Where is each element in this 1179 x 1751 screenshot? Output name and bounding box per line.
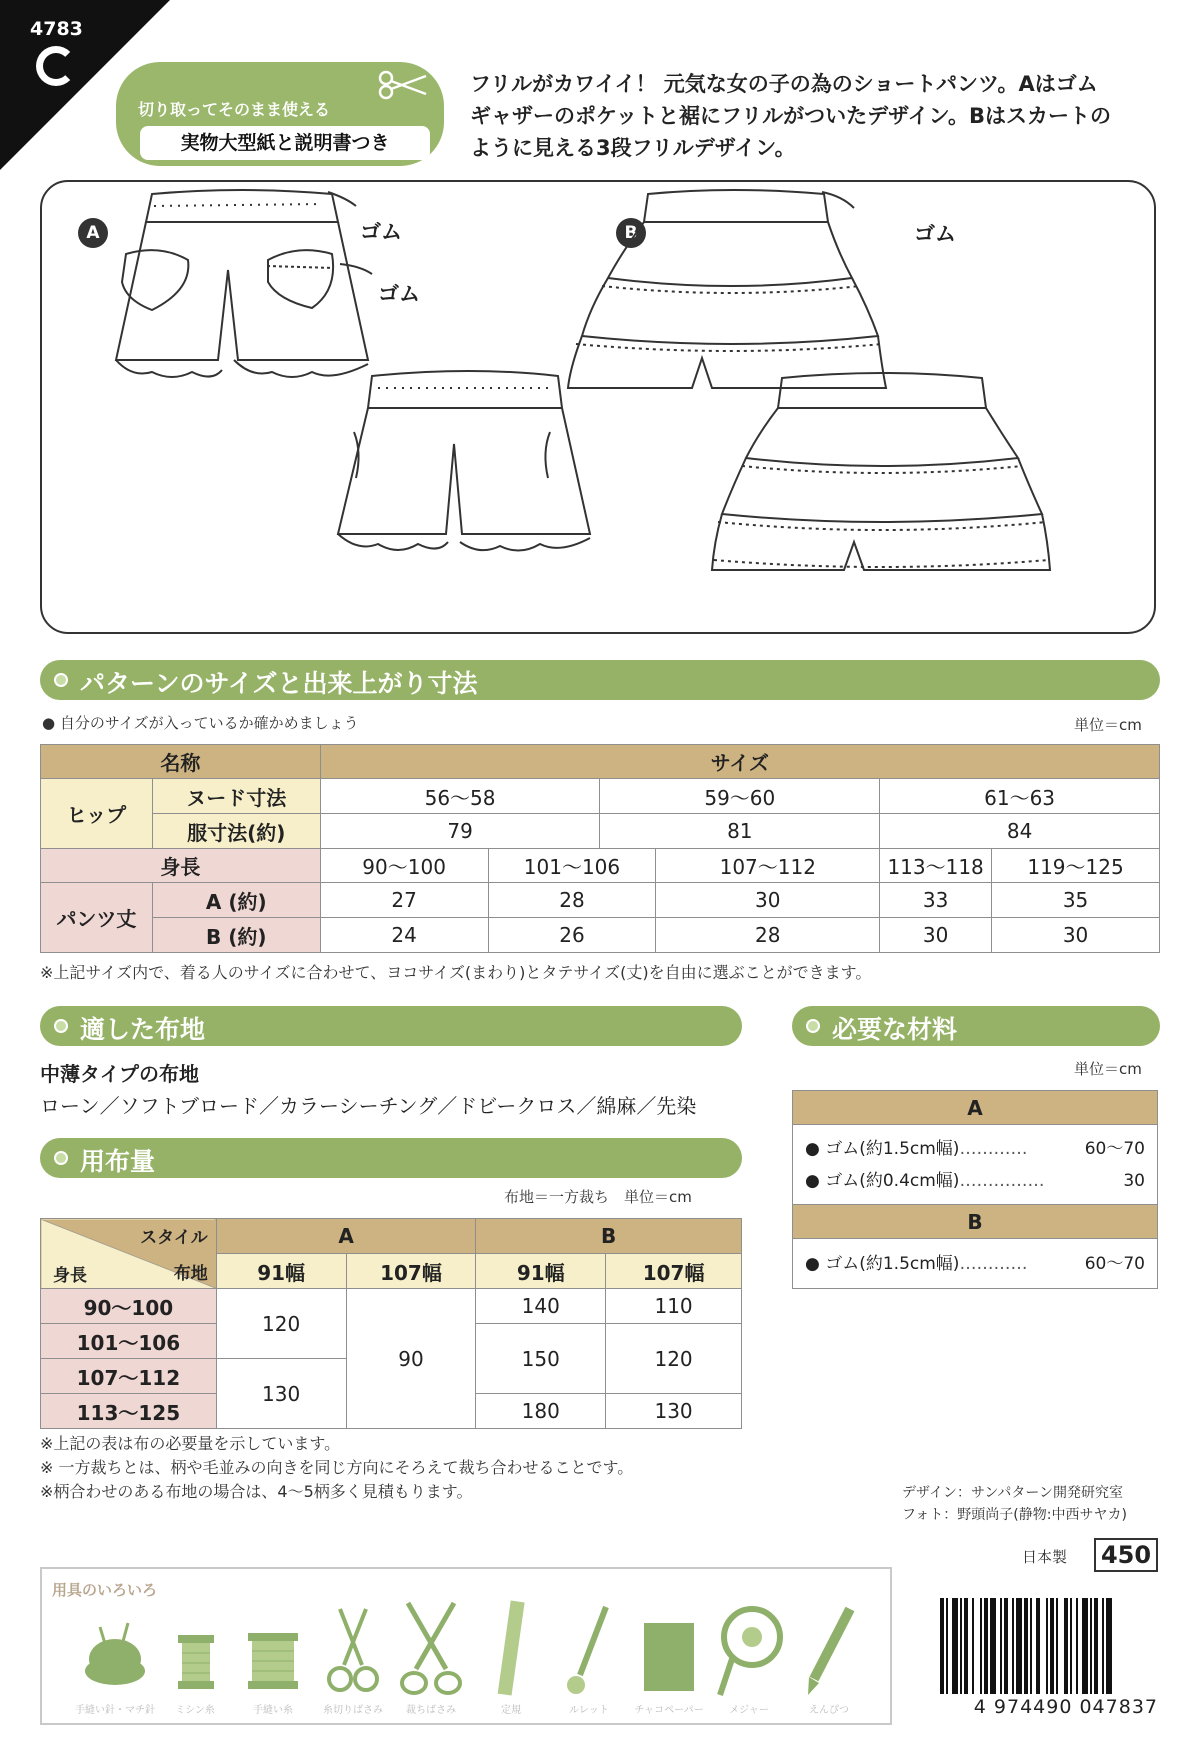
tool-label: 手縫い糸 xyxy=(253,1705,293,1716)
barcode-bar xyxy=(1076,1598,1078,1694)
materials-unit: 単位＝cm xyxy=(1074,1060,1142,1078)
thread-snips-icon xyxy=(318,1599,388,1719)
made-in-japan: 日本製 xyxy=(1022,1548,1068,1566)
material-leader: ………… xyxy=(959,1138,1028,1159)
tool-label: 定規 xyxy=(501,1705,521,1716)
style-b-label: B (約) xyxy=(152,918,320,953)
yardage-cell: 120 xyxy=(216,1289,346,1359)
style-b-header: B xyxy=(476,1219,742,1254)
length-b-cell: 24 xyxy=(320,918,488,953)
height-row-label: 101〜106 xyxy=(41,1324,217,1359)
hip-label: ヒップ xyxy=(41,779,153,849)
material-leader: …………… xyxy=(959,1170,1045,1191)
hip-nude-cell: 61〜63 xyxy=(880,779,1160,814)
barcode-bar xyxy=(984,1598,988,1694)
shorts-a-back-drawing xyxy=(338,371,590,551)
yardage-section-title: 用布量 xyxy=(80,1147,156,1176)
garment-label: 服寸法(約) xyxy=(152,814,320,849)
barcode-bar xyxy=(1056,1598,1058,1694)
intro-line: フリルがカワイイ！ 元気な女の子の為のショートパンツ。Aはゴム xyxy=(470,72,1098,96)
yardage-note-line: ※ 一方裁ちとは、柄や毛並みの向きを同じ方向にそろえて裁ち合わせることです。 xyxy=(40,1458,634,1477)
height-row-label: 113〜125 xyxy=(41,1394,217,1429)
tool-label: 糸切りばさみ xyxy=(323,1705,383,1716)
material-name: ● ゴム(約1.5cm幅) xyxy=(805,1138,960,1159)
barcode-bars xyxy=(940,1598,1158,1694)
tool-label: ルレット xyxy=(569,1705,609,1716)
yardage-cell: 140 xyxy=(476,1289,606,1324)
height-cell: 107〜112 xyxy=(656,849,880,883)
elastic-label: ゴム xyxy=(914,222,956,246)
hip-garment-cell: 84 xyxy=(880,814,1160,849)
brand-logo-icon xyxy=(36,46,76,86)
header-name: 名称 xyxy=(41,745,321,779)
shorts-a-front-drawing xyxy=(116,190,372,377)
promo-badge xyxy=(116,62,444,166)
tracing-wheel-icon xyxy=(554,1599,624,1719)
bullet-icon xyxy=(54,1151,68,1165)
style-a-marker: A xyxy=(78,218,108,248)
fabric-shears-icon xyxy=(396,1599,466,1719)
length-b-cell: 26 xyxy=(488,918,656,953)
length-a-cell: 28 xyxy=(488,883,656,918)
hip-garment-cell: 79 xyxy=(320,814,600,849)
size-note: ● 自分のサイズが入っているか確かめましょう xyxy=(42,714,359,732)
size-footnote: ※上記サイズ内で、着る人のサイズに合わせて、ヨコサイズ(まわり)とタテサイズ(丈)を自由に選ぶことができます。 xyxy=(40,963,872,982)
yardage-note-line: ※上記の表は布の必要量を示しています。 xyxy=(40,1434,341,1453)
materials-table xyxy=(792,1090,1158,1289)
credits xyxy=(902,1482,1127,1526)
material-leader: ………… xyxy=(959,1253,1028,1274)
barcode-bar xyxy=(1082,1598,1088,1694)
yardage-cell: 130 xyxy=(216,1359,346,1429)
promo-title: 実物大型紙と説明書つき xyxy=(140,126,430,160)
intro-line: ように見える3段フリルデザイン。 xyxy=(470,136,796,160)
elastic-label: ゴム xyxy=(378,282,420,306)
material-item xyxy=(805,1165,1145,1197)
fabric-label: 布地 xyxy=(173,1264,208,1284)
yardage-note: 布地＝一方裁ち 単位＝cm xyxy=(504,1188,692,1206)
barcode-bar xyxy=(990,1598,996,1694)
hand-thread-icon xyxy=(238,1599,308,1719)
height-cell: 90〜100 xyxy=(320,849,488,883)
photo-credit: フォト：野頭尚子(静物:中西サヤカ) xyxy=(902,1507,1127,1523)
fabric-section-title: 適した布地 xyxy=(80,1015,206,1044)
length-b-cell: 30 xyxy=(880,918,992,953)
height-row-label: 107〜112 xyxy=(41,1359,217,1394)
yardage-section-header xyxy=(40,1138,742,1178)
length-b-cell: 28 xyxy=(656,918,880,953)
bullet-icon xyxy=(806,1019,820,1033)
material-value: 60〜70 xyxy=(1084,1138,1145,1159)
material-item xyxy=(805,1248,1145,1280)
barcode-bar xyxy=(1000,1598,1002,1694)
tools-title: 用具のいろいろ xyxy=(52,1581,158,1599)
yardage-table xyxy=(40,1218,742,1429)
width-91-header: 91幅 xyxy=(476,1254,606,1289)
yardage-cell: 130 xyxy=(606,1394,742,1429)
fabric-section-header xyxy=(40,1006,742,1046)
yardage-cell: 180 xyxy=(476,1394,606,1429)
barcode-bar xyxy=(1024,1598,1028,1694)
height-cell: 113〜118 xyxy=(880,849,992,883)
tools-panel xyxy=(40,1567,892,1725)
size-table xyxy=(40,744,1160,953)
tool-label: 手縫い針・マチ針 xyxy=(75,1705,155,1716)
barcode-bar xyxy=(952,1598,958,1694)
yardage-notes xyxy=(40,1432,633,1504)
material-value: 30 xyxy=(1123,1170,1145,1191)
barcode-bar xyxy=(1046,1598,1048,1694)
width-107-header: 107幅 xyxy=(606,1254,742,1289)
length-a-cell: 30 xyxy=(656,883,880,918)
length-a-cell: 27 xyxy=(320,883,488,918)
width-107-header: 107幅 xyxy=(346,1254,476,1289)
materials-section-header xyxy=(792,1006,1160,1046)
material-item xyxy=(805,1133,1145,1165)
design-credit: デザイン：サンパターン開発研究室 xyxy=(902,1485,1124,1501)
style-label: スタイル xyxy=(140,1228,208,1248)
barcode-bar xyxy=(1102,1598,1104,1694)
pincushion-icon xyxy=(75,1599,155,1719)
barcode-bar xyxy=(1050,1598,1054,1694)
material-name: ● ゴム(約0.4cm幅) xyxy=(805,1170,960,1191)
intro-text xyxy=(470,68,1160,164)
height-label: 身長 xyxy=(53,1266,87,1286)
style-a-header: A xyxy=(216,1219,476,1254)
barcode-bar xyxy=(1064,1598,1068,1694)
intro-line: ギャザーのポケットと裾にフリルがついたデザイン。Bはスカートの xyxy=(470,104,1111,128)
tool-label: ミシン糸 xyxy=(175,1705,215,1716)
bullet-icon xyxy=(54,673,68,687)
bullet-icon xyxy=(54,1019,68,1033)
materials-a-list xyxy=(793,1125,1158,1205)
barcode-bar xyxy=(1094,1598,1098,1694)
yardage-cell: 90 xyxy=(346,1289,476,1429)
length-a-cell: 35 xyxy=(992,883,1160,918)
hip-garment-cell: 81 xyxy=(600,814,880,849)
materials-section-title: 必要な材料 xyxy=(832,1015,958,1044)
material-value: 60〜70 xyxy=(1084,1253,1145,1274)
barcode-bar xyxy=(1036,1598,1040,1694)
price-box: 450 xyxy=(1094,1538,1158,1572)
style-b-marker: B xyxy=(616,218,646,248)
yardage-cell: 150 xyxy=(476,1324,606,1394)
width-91-header: 91幅 xyxy=(216,1254,346,1289)
barcode-bar xyxy=(1016,1598,1022,1694)
barcode-bar xyxy=(940,1598,944,1694)
yardage-cell: 110 xyxy=(606,1289,742,1324)
barcode-bar xyxy=(946,1598,948,1694)
barcode-bar xyxy=(960,1598,962,1694)
barcode-bar xyxy=(1030,1598,1032,1694)
pencil-icon xyxy=(794,1599,864,1719)
barcode-bar xyxy=(1012,1598,1014,1694)
length-b-cell: 30 xyxy=(992,918,1160,953)
promo-subtitle: 切り取ってそのまま使える xyxy=(138,100,331,119)
chalk-paper-icon xyxy=(634,1599,704,1719)
materials-b-list xyxy=(793,1239,1158,1289)
illustration-panel xyxy=(40,180,1156,634)
shorts-drawings xyxy=(42,182,1154,632)
scissors-icon xyxy=(378,70,428,100)
barcode-number: 4 974490 047837 xyxy=(973,1696,1158,1718)
tool-label: チャコペーパー xyxy=(634,1705,704,1716)
yardage-note-line: ※柄合わせのある布地の場合は、4〜5柄多く見積もります。 xyxy=(40,1482,473,1501)
height-cell: 119〜125 xyxy=(992,849,1160,883)
tool-label: 裁ちばさみ xyxy=(406,1705,456,1716)
yardage-cell: 120 xyxy=(606,1324,742,1394)
ruler-icon xyxy=(476,1599,546,1719)
barcode-bar xyxy=(1090,1598,1092,1694)
size-section-header xyxy=(40,660,1160,700)
yardage-corner-cell xyxy=(41,1219,217,1289)
style-a-label: A (約) xyxy=(152,883,320,918)
fabric-list: ローン／ソフトブロード／カラーシーチング／ドビークロス／綿麻／先染 xyxy=(40,1094,697,1118)
elastic-label: ゴム xyxy=(360,220,402,244)
tool-label: えんぴつ xyxy=(809,1705,849,1716)
nude-label: ヌード寸法 xyxy=(152,779,320,814)
size-unit: 単位＝cm xyxy=(1074,716,1142,734)
tape-measure-icon xyxy=(714,1599,784,1719)
height-label: 身長 xyxy=(41,849,321,883)
size-section-title: パターンのサイズと出来上がり寸法 xyxy=(80,669,478,698)
materials-a-header: A xyxy=(793,1091,1158,1125)
fabric-type: 中薄タイプの布地 xyxy=(40,1062,199,1086)
barcode-bar xyxy=(964,1598,968,1694)
hip-nude-cell: 56〜58 xyxy=(320,779,600,814)
tool-label: メジャー xyxy=(729,1705,769,1716)
header-size: サイズ xyxy=(320,745,1159,779)
thread-spool-icon xyxy=(160,1599,230,1719)
height-row-label: 90〜100 xyxy=(41,1289,217,1324)
barcode-bar xyxy=(980,1598,982,1694)
shorts-b-front-drawing xyxy=(568,190,886,388)
shorts-b-back-drawing xyxy=(712,373,1050,570)
barcode-bar xyxy=(1106,1598,1112,1694)
materials-b-header: B xyxy=(793,1205,1158,1239)
barcode xyxy=(940,1598,1158,1722)
hip-nude-cell: 59〜60 xyxy=(600,779,880,814)
pants-length-label: パンツ丈 xyxy=(41,883,153,953)
barcode-bar xyxy=(1004,1598,1008,1694)
barcode-bar xyxy=(972,1598,974,1694)
barcode-bar xyxy=(1070,1598,1072,1694)
material-name: ● ゴム(約1.5cm幅) xyxy=(805,1253,960,1274)
pattern-number: 4783 xyxy=(30,18,83,40)
length-a-cell: 33 xyxy=(880,883,992,918)
height-cell: 101〜106 xyxy=(488,849,656,883)
